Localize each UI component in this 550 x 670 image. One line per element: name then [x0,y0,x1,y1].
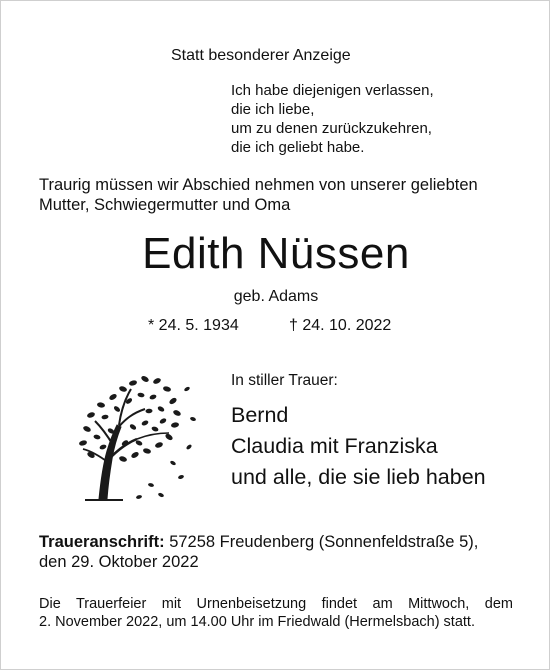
address-label: Traueranschrift: [39,533,165,551]
notice-headline: Statt besonderer Anzeige [171,47,351,64]
mourning-address [39,532,478,572]
poem-line: die ich liebe, [231,101,315,118]
windblown-tree-icon [61,359,201,505]
intro-line: Traurig müssen wir Abschied nehmen von unserer geliebten [39,176,478,194]
service-line: Die Trauerfeier mit Urnenbeisetzung findet am Mittwoch, dem [39,596,513,612]
address-date: den 29. Oktober 2022 [39,553,199,571]
birth-name: geb. Adams [233,288,319,305]
mourning-label: In stiller Trauer: [231,372,338,389]
birth-date: * 24. 5. 1934 [148,317,239,334]
deceased-name: Edith Nüssen [142,229,410,278]
mourner-name: Bernd [231,403,289,427]
service-line: 2. November 2022, um 14.00 Uhr im Friedwald (Hermelsbach) statt. [39,614,475,630]
address-line [39,532,478,552]
address-value: 57258 Freudenberg (Sonnenfeldstraße 5), [164,533,479,551]
poem-line: Ich habe diejenigen verlassen, [231,82,434,99]
mourner-name: und alle, die sie lieb haben [231,465,486,489]
service-info [39,595,513,631]
death-date: † 24. 10. 2022 [289,317,392,334]
intro-line: Mutter, Schwiegermutter und Oma [39,195,291,214]
mourner-name: Claudia mit Franziska [231,434,438,458]
intro-text [39,176,478,215]
mourners-list [231,400,486,493]
poem [231,81,434,157]
poem-line: um zu denen zurückzukehren, [231,120,432,137]
poem-line: die ich geliebt habe. [231,139,365,156]
